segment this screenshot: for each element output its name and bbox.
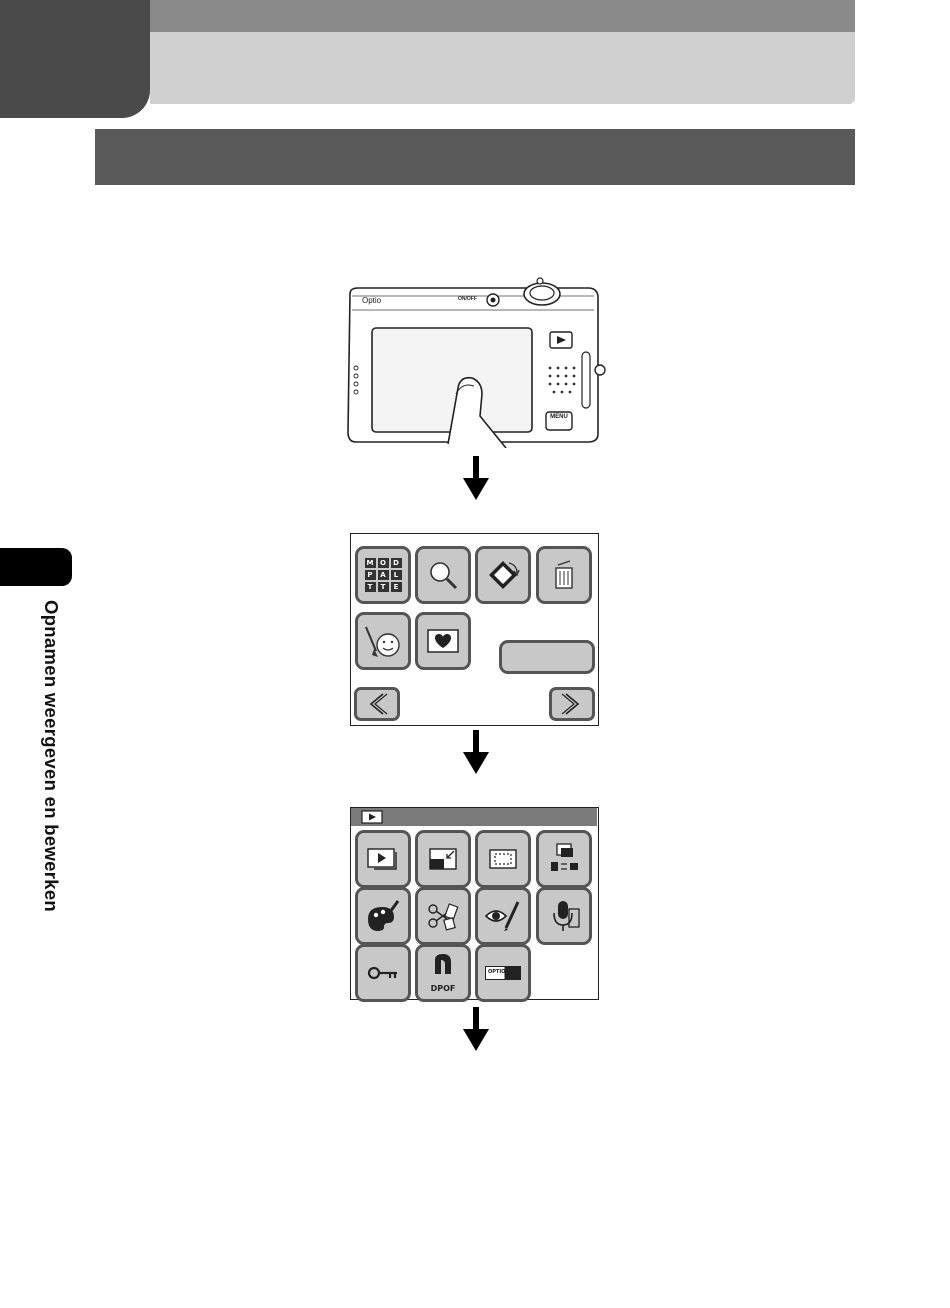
movie-edit-button[interactable] bbox=[415, 887, 471, 945]
chapter-corner-tab bbox=[0, 0, 150, 118]
playback-menu-screen bbox=[350, 807, 599, 1000]
zoom-playback-button[interactable] bbox=[415, 546, 471, 604]
chevron-right-icon bbox=[560, 692, 584, 716]
voice-memo-button[interactable] bbox=[536, 887, 592, 945]
dpof-icon bbox=[431, 952, 455, 976]
resize-button[interactable] bbox=[415, 830, 471, 888]
camera-brand-label: Optio bbox=[362, 296, 382, 305]
eye-pen-icon bbox=[484, 900, 522, 932]
resize-icon bbox=[428, 847, 458, 871]
palette-empty-slot[interactable] bbox=[499, 640, 595, 674]
header-band-top bbox=[150, 0, 855, 32]
scissors-film-icon bbox=[425, 899, 461, 933]
rotate-icon bbox=[485, 557, 521, 593]
mode-palette-icon: M O D P A L T T E bbox=[365, 558, 402, 592]
chapter-side-label-text: Opnamen weergeven en bewerken bbox=[41, 600, 62, 913]
flow-arrow-2 bbox=[463, 730, 489, 779]
slideshow-button[interactable] bbox=[355, 830, 411, 888]
dpof-label: DPOF bbox=[430, 984, 456, 993]
rotate-button[interactable] bbox=[475, 546, 531, 604]
prev-page-button[interactable] bbox=[354, 687, 400, 721]
palette-screen bbox=[350, 533, 599, 726]
dpof-button[interactable] bbox=[415, 944, 471, 1002]
chapter-side-tab bbox=[0, 548, 72, 586]
protect-button[interactable] bbox=[355, 944, 411, 1002]
copy-image-button[interactable] bbox=[536, 830, 592, 888]
flow-arrow-3 bbox=[463, 1007, 489, 1056]
start-screen-button[interactable] bbox=[475, 944, 531, 1002]
section-title-bar bbox=[95, 129, 855, 185]
start-screen-icon bbox=[485, 966, 521, 980]
microphone-icon bbox=[547, 899, 581, 933]
header-band-bottom bbox=[150, 32, 855, 104]
optio-mini-label: OPTIO bbox=[488, 969, 506, 975]
chevron-left-icon bbox=[365, 692, 389, 716]
playback-tab-icon[interactable] bbox=[361, 810, 383, 824]
playback-menu-titlebar bbox=[351, 808, 597, 826]
trimming-button[interactable] bbox=[475, 830, 531, 888]
camera-illustration bbox=[330, 276, 612, 448]
digital-filter-button[interactable] bbox=[355, 887, 411, 945]
trash-icon bbox=[549, 558, 579, 592]
slideshow-icon bbox=[366, 846, 400, 872]
paintbrush-face-icon bbox=[362, 621, 404, 661]
delete-button[interactable] bbox=[536, 546, 592, 604]
next-page-button[interactable] bbox=[549, 687, 595, 721]
camera-power-label: ON/OFF bbox=[458, 296, 477, 302]
copy-image-icon bbox=[547, 842, 581, 876]
camera-menu-label: MENU bbox=[550, 414, 568, 420]
heart-frame-icon bbox=[426, 628, 460, 654]
flow-arrow-1 bbox=[463, 456, 489, 505]
key-icon bbox=[366, 964, 400, 982]
magnifier-icon bbox=[426, 558, 460, 592]
trim-icon bbox=[488, 848, 518, 870]
palette-brush-icon bbox=[364, 899, 402, 933]
mode-palette-button[interactable] bbox=[355, 546, 411, 604]
red-eye-button[interactable] bbox=[475, 887, 531, 945]
frame-button[interactable] bbox=[415, 612, 471, 670]
chapter-side-label bbox=[38, 600, 68, 980]
drawing-button[interactable] bbox=[355, 612, 411, 670]
